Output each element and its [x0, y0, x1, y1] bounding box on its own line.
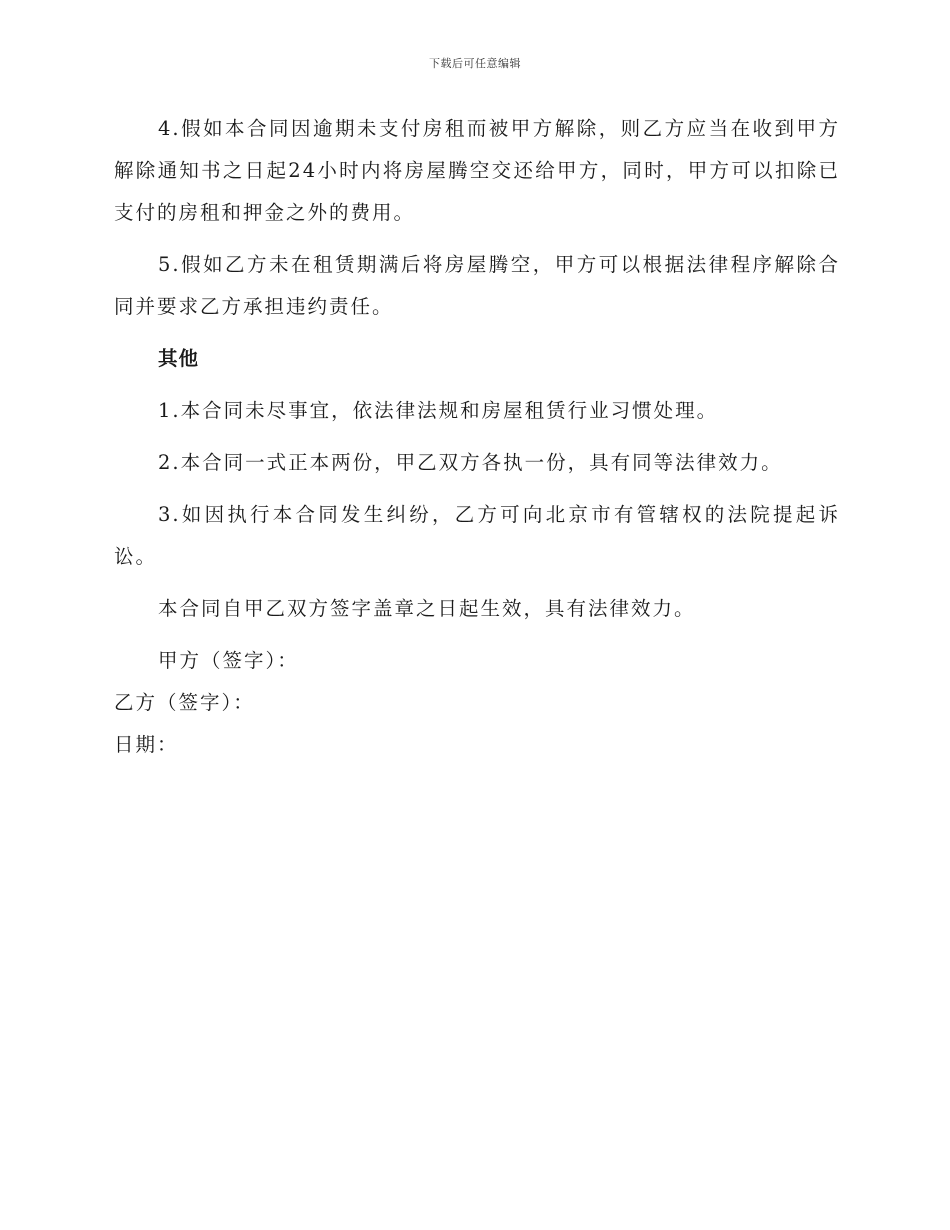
closing-statement: 本合同自甲乙双方签字盖章之日起生效，具有法律效力。	[158, 597, 696, 620]
other-item-1: 1.本合同未尽事宜，依法律法规和房屋租赁行业习惯处理。	[158, 399, 719, 422]
clause-5: 5.假如乙方未在租赁期满后将房屋腾空，甲方可以根据法律程序解除合同并要求乙方承担违约责任。	[114, 253, 840, 318]
signature-date: 日期：	[114, 733, 179, 756]
document-body	[114, 108, 840, 766]
other-item-2: 2.本合同一式正本两份，甲乙双方各执一份，具有同等法律效力。	[158, 451, 783, 474]
section-title-other: 其他	[158, 347, 200, 370]
page-header: 下载后可任意编辑	[429, 57, 521, 70]
other-item-3: 3.如因执行本合同发生纠纷，乙方可向北京市有管辖权的法院提起诉讼。	[114, 503, 840, 568]
signature-party-b: 乙方（签字）：	[114, 691, 255, 714]
signature-party-a: 甲方（签字）：	[158, 649, 299, 672]
clause-4: 4.假如本合同因逾期未支付房租而被甲方解除，则乙方应当在收到甲方解除通知书之日起24小时内将房屋腾空交还给甲方，同时，甲方可以扣除已支付的房租和押金之外的费用。	[114, 117, 840, 224]
